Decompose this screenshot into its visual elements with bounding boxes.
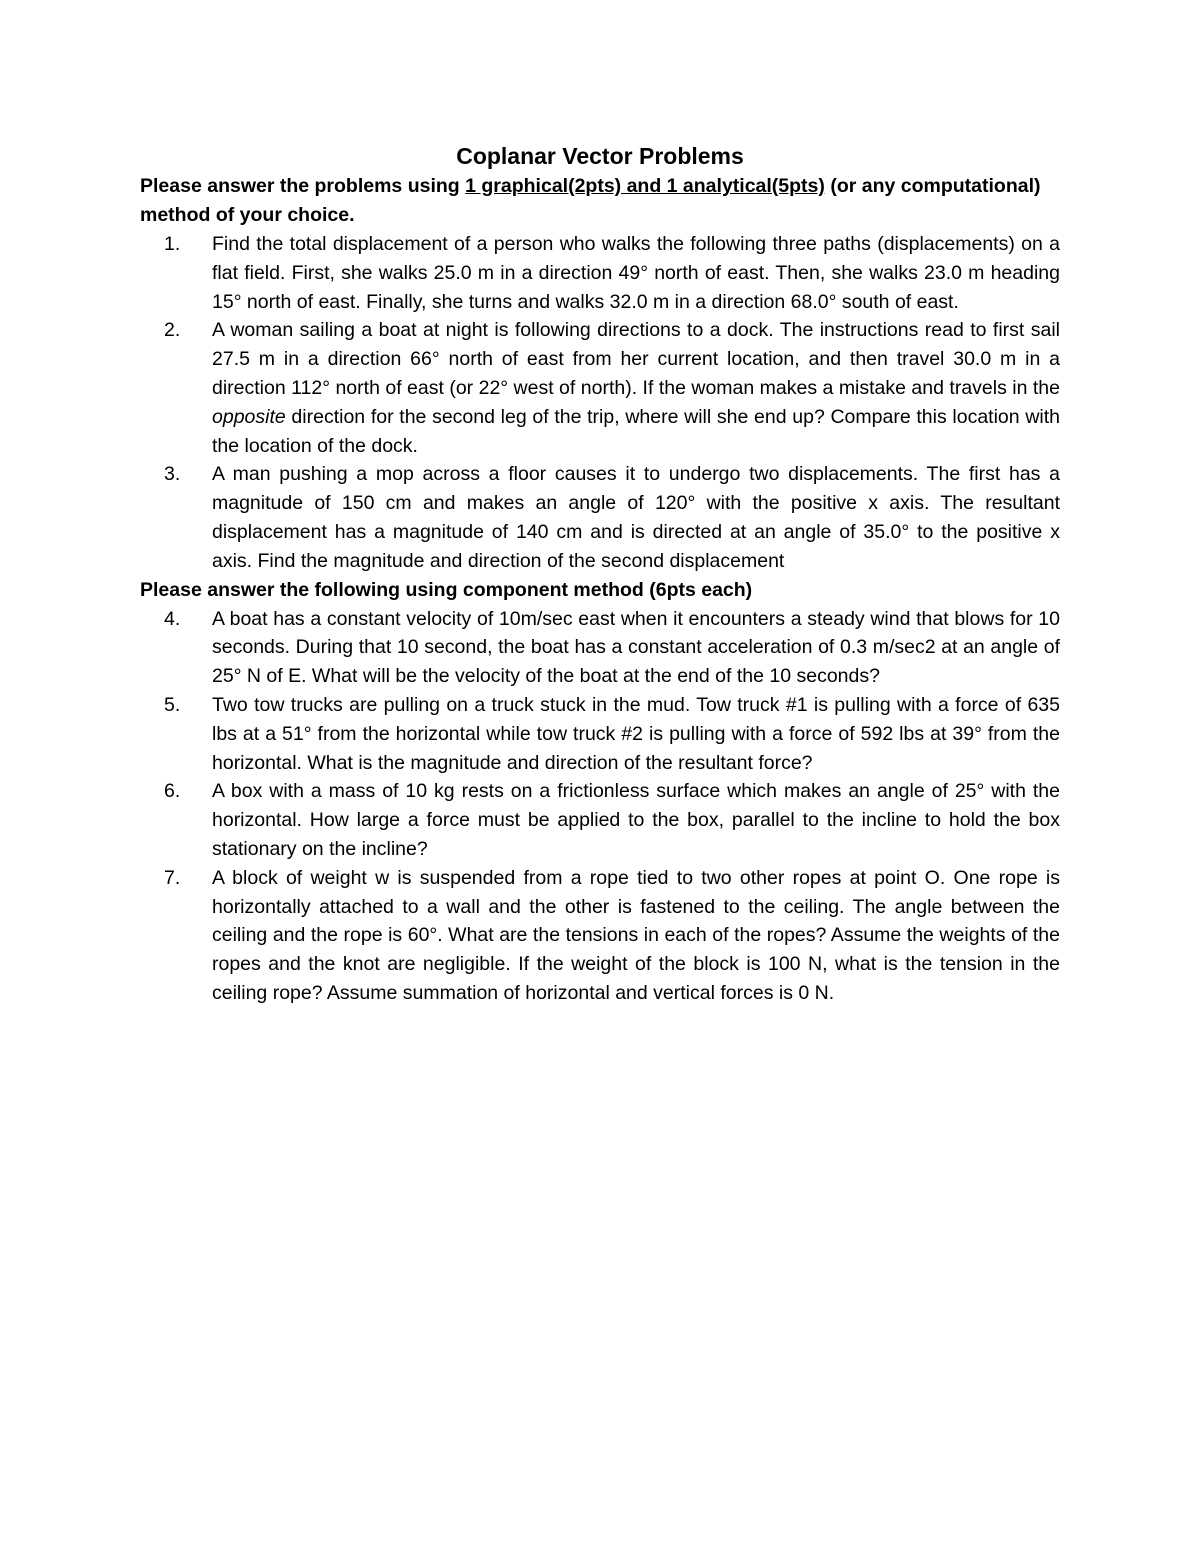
problem-text: A boat has a constant velocity of 10m/sec east when it encounters a steady wind that blows for 10 seconds. During that 10 second, the boat has a constant acceleration of 0.3 m/sec2 at an angle of 25° N of E. What will be the velocity of the boat at the end of the 10 seconds? (212, 607, 1060, 688)
problem-text-emphasis: opposite (212, 405, 286, 428)
problem-text-continued: direction for the second leg of the trip, where will she end up? Compare this location with the location of the dock. (212, 405, 1060, 457)
problem-1 (140, 230, 1060, 316)
instruction-text-end: (or any computational) method of your choice. (140, 175, 1041, 226)
problem-text: A block of weight w is suspended from a rope tied to two other ropes at point O. One rope is horizontally attached to a wall and the other is fastened to the ceiling. The angle between the ceiling and the rope is 60°. What are the tensions in each of the ropes? Assume the weights of the ropes and the knot are negligible. If the weight of the block is 100 N, what is the tension in the ceiling rope? Assume summation of horizontal and vertical forces is 0 N. (212, 866, 1060, 1004)
instruction-component-method: Please answer the following using component method (6pts each) (140, 578, 753, 601)
instruction-underlined-methods: 1 graphical(2pts) and 1 analytical(5pts) (465, 175, 825, 197)
problem-4 (140, 605, 1060, 691)
problem-3 (140, 460, 1060, 575)
problem-number: 4. (164, 607, 181, 630)
problem-number: 5. (164, 693, 181, 716)
problem-list-section-2 (140, 605, 1060, 1008)
document-page (140, 140, 1060, 1008)
problem-text: A box with a mass of 10 kg rests on a frictionless surface which makes an angle of 25° with the horizontal. How large a force must be applied to the box, parallel to the incline to hold the box stationary on the incline? (212, 780, 1060, 860)
problem-text: Two tow trucks are pulling on a truck stuck in the mud. Tow truck #1 is pulling with a force of 635 lbs at a 51° from the horizontal while tow truck #2 is pulling with a force of 592 lbs at 39° from the horizontal. What is the magnitude and direction of the resultant force? (212, 693, 1060, 774)
problem-list-section-1 (140, 230, 1060, 576)
problem-6 (140, 777, 1060, 863)
problem-number: 7. (164, 866, 181, 889)
problem-text: Find the total displacement of a person who walks the following three paths (displacements) on a flat field. First, she walks 25.0 m in a direction 49° north of east. Then, she walks 23.0 m heading 15° north of east. Finally, she turns and walks 32.0 m in a direction 68.0° south of east. (212, 233, 1060, 313)
problem-7 (140, 864, 1060, 1008)
problem-number: 1. (164, 233, 181, 255)
problem-number: 6. (164, 780, 181, 803)
problem-5 (140, 691, 1060, 777)
instruction-graphical-analytical (140, 172, 1060, 230)
problem-2 (140, 316, 1060, 460)
document-title: Coplanar Vector Problems (456, 143, 744, 169)
problem-number: 2. (164, 319, 181, 342)
problem-number: 3. (164, 463, 181, 486)
instruction-text-start: Please answer the problems using (140, 175, 466, 197)
problem-text: A man pushing a mop across a floor causes it to undergo two displacements. The first has a magnitude of 150 cm and makes an angle of 120° with the positive x axis. The resultant displacement has a magnitude of 140 cm and is directed at an angle of 35.0° to the positive x axis. Find the magnitude and direction of the second displacement (212, 463, 1060, 572)
problem-text: A woman sailing a boat at night is following directions to a dock. The instructions read to first sail 27.5 m in a direction 66° north of east from her current location, and then travel 30.0 m in a direction 112° north of east (or 22° west of north). If the woman makes a mistake and travels in the (212, 319, 1060, 399)
